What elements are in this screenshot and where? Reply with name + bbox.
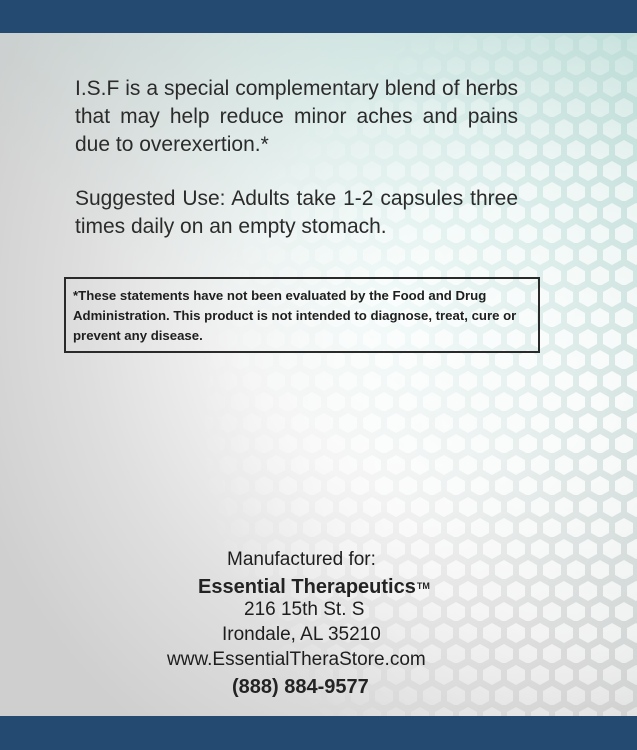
website-url: www.EssentialTheraStore.com (167, 649, 426, 670)
supplement-label-panel (0, 33, 637, 716)
manufactured-for-label: Manufactured for: (227, 549, 376, 570)
fda-disclaimer-text: *These statements have not been evaluated by the Food and Drug Administration. This product is not intended to diagnose, treat, cure or prevent any disease. (73, 288, 517, 343)
fda-disclaimer-box (64, 277, 540, 353)
trademark-symbol: TM (416, 581, 430, 591)
company-name (198, 574, 430, 599)
phone-number: (888) 884-9577 (232, 676, 369, 698)
suggested-use-text: Suggested Use: Adults take 1-2 capsules three times daily on an empty stomach. (75, 187, 518, 238)
top-color-band (0, 0, 637, 33)
street-address: 216 15th St. S (244, 599, 365, 620)
product-description: I.S.F is a special complementary blend of herbs that may help reduce minor aches and pains due to overexertion.* (75, 77, 518, 156)
company-name-text: Essential Therapeutics (198, 576, 416, 598)
bottom-color-band (0, 716, 637, 750)
city-state-zip: Irondale, AL 35210 (222, 624, 381, 645)
